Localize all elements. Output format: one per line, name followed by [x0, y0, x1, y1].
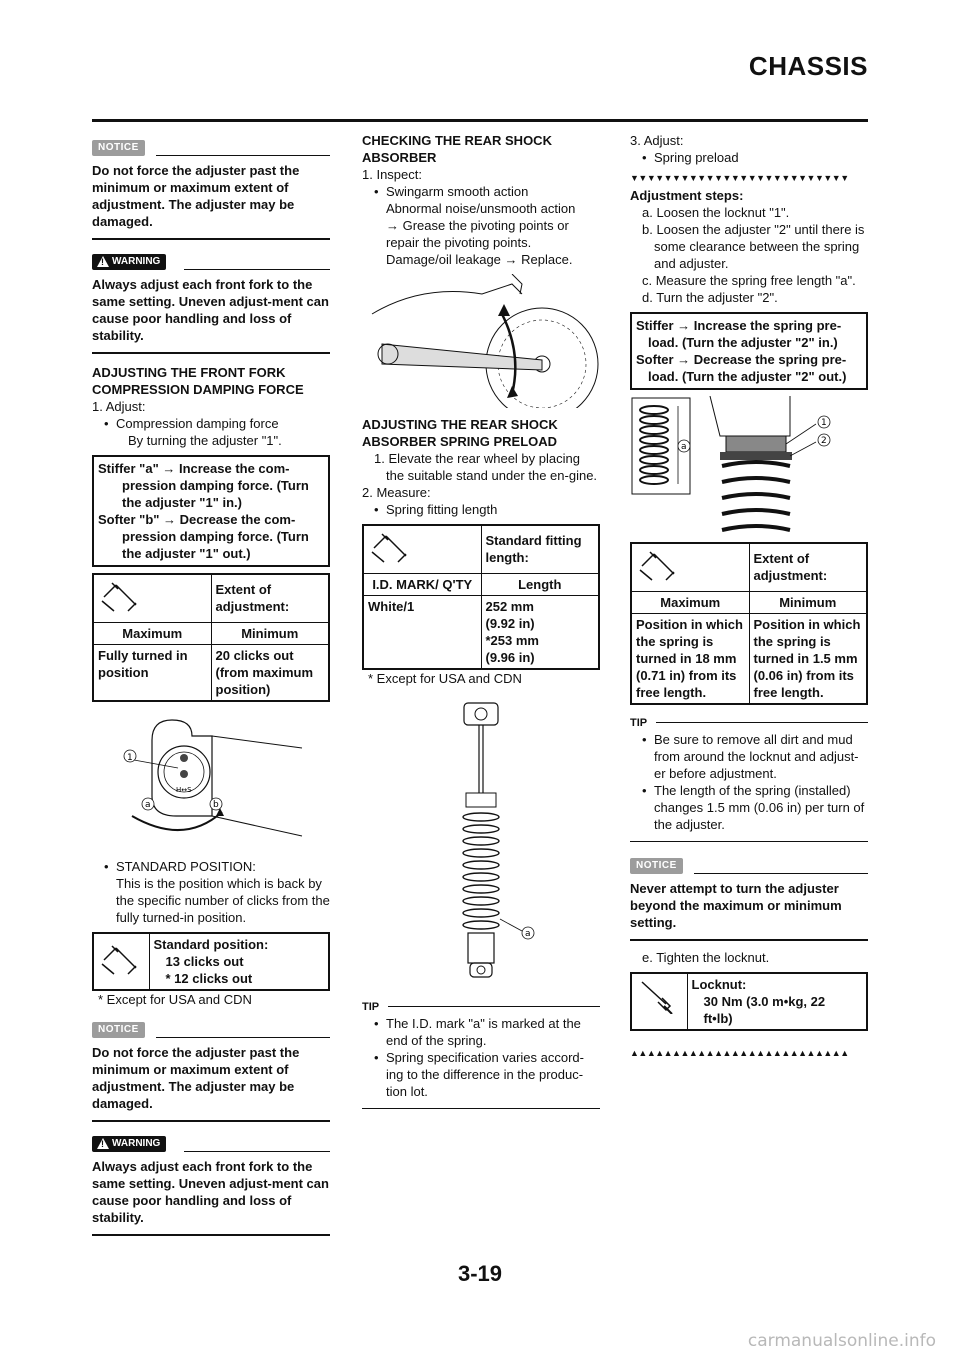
tip-label: TIP [630, 716, 648, 729]
wrench-cell [93, 574, 211, 622]
notice-header [630, 858, 868, 876]
step-text: d. Turn the adjuster "2". [642, 290, 778, 305]
step-text: c. Measure the spring free length "a". [642, 273, 856, 288]
section-title: ADJUSTING THE FRONT FORK COMPRESSION DAMPING FORCE [92, 365, 304, 397]
tip-item: • The length of the spring (installed) changes 1.5 mm (0.06 in) per turn of the adjuster. [630, 782, 868, 833]
softer-line-cont: load. (Turn the adjuster "2" out.) [648, 369, 847, 384]
bullet-subtext: By turning the adjuster "1". [128, 433, 282, 448]
step-text: 2. Measure: [362, 485, 431, 500]
step-text: 1. Adjust: [92, 399, 146, 414]
step-text: 1. Inspect: [362, 167, 422, 182]
callout-1: 1 [127, 752, 133, 763]
page-number: 3-19 [457, 1261, 503, 1286]
stiffer-softer-box [630, 312, 868, 390]
extent-header-min: Minimum [211, 622, 329, 644]
wrench-icon [98, 940, 142, 978]
torque-wrench-icon [636, 976, 680, 1014]
callout-a: a [145, 799, 151, 810]
column-left [92, 140, 330, 1236]
bullet-subtext: → Grease the pivoting points or repair the pivoting points. [386, 218, 569, 250]
standard-position-value-alt: * 12 clicks out [165, 970, 253, 986]
notice-text: Do not force the adjuster past the minimum or maximum extent of adjustment. The adjuster may be damaged. [92, 162, 330, 240]
fitting-length-value: 252 mm [485, 598, 534, 614]
tip-content [630, 731, 868, 842]
locknut-cell [687, 973, 867, 1030]
warning-badge: ! WARNING [92, 1136, 166, 1152]
notice-text: Do not force the adjuster past the minimum or maximum extent of adjustment. The adjuster may be damaged. [92, 1044, 330, 1122]
fitting-length-inch: (9.92 in) [485, 615, 535, 631]
softer-line-cont: pression damping force. (Turn the adjuster "1" out.) [122, 529, 309, 561]
wrench-icon [636, 546, 680, 584]
fitting-length-inch-alt: (9.96 in) [485, 649, 535, 665]
watermark: carmanualsonline.info [747, 1331, 936, 1351]
stiffer-softer-box [92, 455, 330, 567]
steps-start-marker: ▼▼▼▼▼▼▼▼▼▼▼▼▼▼▼▼▼▼▼▼▼▼▼▼▼▼ [630, 173, 849, 183]
spring-preload-illustration [630, 396, 868, 536]
locknut-torque-cont: ft•lb) [703, 1010, 733, 1026]
bullet-subtext: This is the position which is back by the specific number of clicks from the fully turned-in position. [116, 875, 330, 925]
fitting-length-values [481, 595, 599, 669]
page-title: CHASSIS [748, 51, 868, 81]
notice-rule [156, 155, 330, 156]
wrench-icon [98, 577, 142, 615]
warning-badge: ! WARNING [92, 254, 166, 270]
stiffer-line: Stiffer → Increase the spring pre- [636, 318, 842, 333]
extent-title: Extent of adjustment: [211, 574, 329, 622]
tip-item: • Spring specification varies accord-ing to the difference in the produc-tion lot. [362, 1049, 600, 1100]
notice-badge: NOTICE [630, 858, 683, 874]
standard-position-title: Standard position: [153, 936, 269, 952]
warning-header [92, 254, 330, 272]
extent-header-max: Maximum [93, 622, 211, 644]
wrench-cell [93, 933, 149, 990]
callout-2: 2 [821, 436, 827, 446]
section-title: ADJUSTING THE REAR SHOCK ABSORBER SPRING PRELOAD [362, 417, 558, 449]
column-right [630, 132, 868, 1062]
tip-header [630, 713, 868, 731]
warning-text: Always adjust each front fork to the same setting. Uneven adjust-ment can cause poor handling and loss of stability. [92, 1158, 330, 1236]
tip-label: TIP [362, 1000, 380, 1013]
notice-rule [156, 1037, 330, 1038]
swingarm-illustration [362, 274, 600, 408]
stiffer-line-cont: load. (Turn the adjuster "2" in.) [648, 335, 838, 350]
hs-label: H↔S [176, 785, 192, 794]
bullet-subtext: Damage/oil leakage → Replace. [386, 252, 573, 267]
wrench-cell [363, 525, 481, 573]
callout-b: b [213, 799, 219, 810]
notice-text: Never attempt to turn the adjuster beyond the maximum or minimum setting. [630, 880, 868, 941]
tip-content [362, 1015, 600, 1109]
callout-1: 1 [821, 418, 827, 428]
locknut-torque-table [630, 972, 868, 1031]
bullet-item: • STANDARD POSITION: [92, 858, 330, 875]
fitting-length-table [362, 524, 600, 670]
footnote: * Except for USA and CDN [98, 991, 252, 1007]
footnote: * Except for USA and CDN [368, 670, 522, 686]
warning-rule [184, 269, 330, 270]
standard-position-value: 13 clicks out [165, 953, 244, 969]
bullet-item: • Spring preload [630, 149, 868, 166]
stiffer-line: Stiffer "a" → Increase the com- [98, 461, 290, 476]
softer-line: Softer "b" → Decrease the com- [98, 512, 296, 527]
notice-header [92, 140, 330, 158]
step-text: a. Loosen the locknut "1". [642, 205, 790, 220]
column-middle [362, 132, 600, 1109]
locknut-title: Locknut: [691, 976, 747, 992]
callout-a: a [681, 442, 687, 452]
notice-header [92, 1022, 330, 1040]
step-text: b. Loosen the adjuster "2" until there is some clearance between the spring and adjuster. [642, 222, 865, 271]
notice-rule [694, 873, 868, 874]
torque-icon-cell [631, 973, 687, 1030]
fitting-length-value-alt: *253 mm [485, 632, 539, 648]
steps-end-marker: ▲▲▲▲▲▲▲▲▲▲▲▲▲▲▲▲▲▲▲▲▲▲▲▲▲▲ [630, 1047, 849, 1058]
extent-title: Extent of adjustment: [749, 543, 867, 591]
bullet-subtext: Abnormal noise/unsmooth action [386, 201, 576, 216]
tip-header [362, 997, 600, 1015]
step-text: 1. Elevate the rear wheel by placing the suitable stand under the en-gine. [374, 451, 598, 483]
warning-rule [184, 1151, 330, 1152]
extent-table [630, 542, 868, 705]
step-text: e. Tighten the locknut. [642, 949, 770, 965]
warning-header [92, 1136, 330, 1154]
fitting-length-title: Standard fitting length: [481, 525, 599, 573]
extent-max-value: Fully turned in position [93, 644, 211, 701]
wrench-icon [368, 528, 412, 566]
fitting-header-mark: I.D. MARK/ Q'TY [363, 573, 481, 595]
tip-rule [388, 1006, 600, 1007]
extent-table [92, 573, 330, 702]
warning-text: Always adjust each front fork to the same setting. Uneven adjust-ment can cause poor handling and loss of stability. [92, 276, 330, 354]
softer-line: Softer → Decrease the spring pre- [636, 352, 847, 367]
header-rule [92, 119, 868, 122]
extent-max-value: Position in which the spring is turned in 18 mm (0.71 in) from its free length. [631, 613, 749, 704]
bullet-item: • Spring fitting length [362, 501, 600, 518]
extent-header-max: Maximum [631, 591, 749, 613]
bullet-item: • Compression damping force [92, 415, 330, 432]
locknut-torque: 30 Nm (3.0 m•kg, 22 [703, 993, 826, 1009]
extent-min-value: 20 clicks out (from maximum position) [211, 644, 329, 701]
bullet-item: • Swingarm smooth action [362, 183, 600, 200]
section-title: CHECKING THE REAR SHOCK ABSORBER [362, 133, 552, 165]
standard-position-cell [149, 933, 329, 990]
standard-position-table [92, 932, 330, 991]
fitting-header-length: Length [481, 573, 599, 595]
shock-absorber-illustration [362, 693, 600, 993]
fitting-mark-value: White/1 [363, 595, 481, 669]
steps-title: Adjustment steps: [630, 188, 744, 203]
extent-min-value: Position in which the spring is turned in 1.5 mm (0.06 in) from its free length. [749, 613, 867, 704]
tip-rule [656, 722, 868, 723]
extent-header-min: Minimum [749, 591, 867, 613]
notice-badge: NOTICE [92, 1022, 145, 1038]
tip-item: • Be sure to remove all dirt and mud from around the locknut and adjust-er before adjustment. [630, 731, 868, 782]
step-text: 3. Adjust: [630, 133, 684, 148]
wrench-cell [631, 543, 749, 591]
stiffer-line-cont: pression damping force. (Turn the adjuster "1" in.) [122, 478, 309, 510]
notice-badge: NOTICE [92, 140, 145, 156]
tip-item: • The I.D. mark "a" is marked at the end of the spring. [362, 1015, 600, 1049]
fork-adjuster-illustration [92, 712, 330, 852]
callout-a: a [525, 928, 531, 939]
